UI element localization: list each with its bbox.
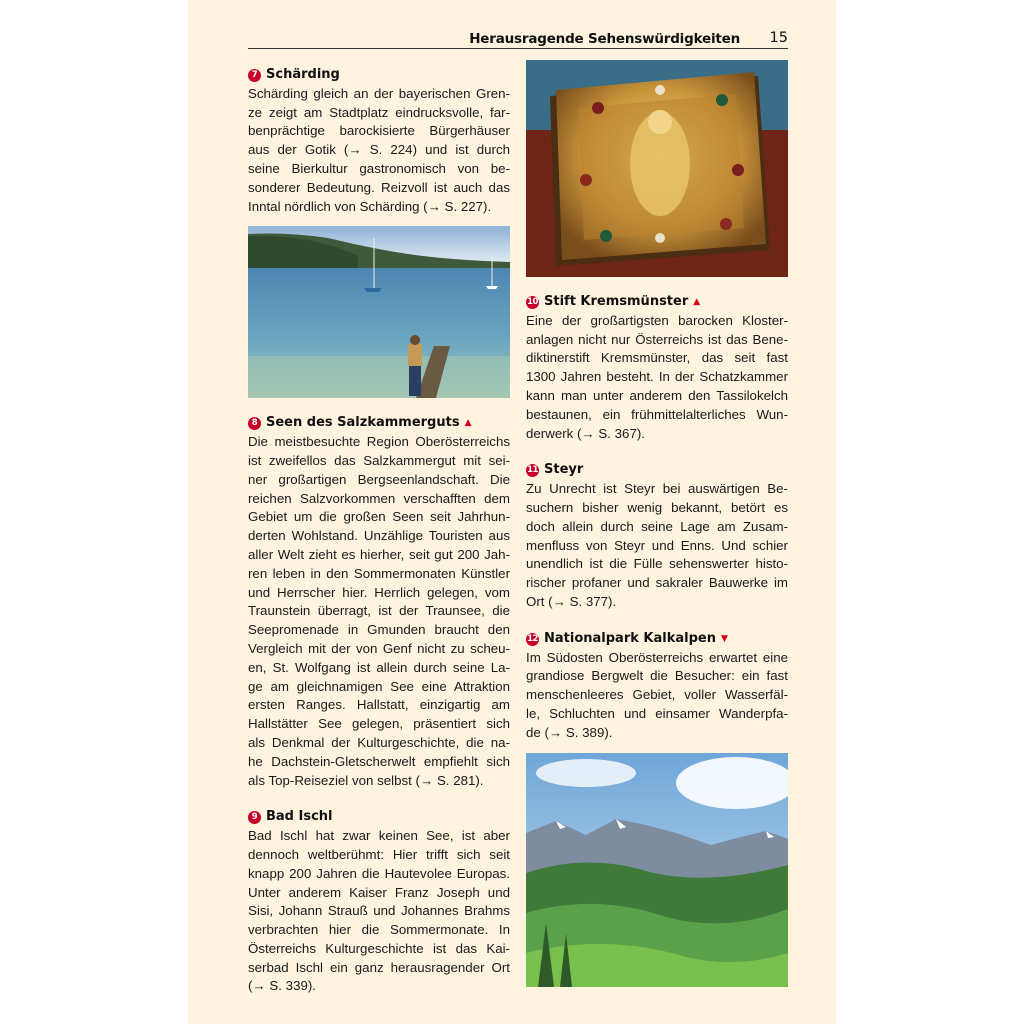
section-title: Schärding xyxy=(266,67,340,82)
section-title: Nationalpark Kalkalpen xyxy=(544,630,716,646)
text-line: seine Bierkultur gastronomisch von be- xyxy=(248,160,510,176)
text-line: Ort (→ S. 377). xyxy=(526,593,617,609)
section-title: Seen des Salzkammerguts xyxy=(266,415,460,431)
text-line: aus der Gotik (→ S. 224) und ist durch xyxy=(248,142,510,158)
section-body xyxy=(248,85,510,217)
section-heading xyxy=(248,66,510,85)
text-line: Sisi, Johann Strauß und Johannes Brahms xyxy=(248,903,510,919)
text-line: Bad Ischl hat zwar keinen See, ist aber xyxy=(248,828,510,844)
text-line: diktinerstift Kremsmünster, das seit fast xyxy=(526,350,788,366)
text-line: ner großartigen Bergseenlandschaft. Die xyxy=(248,471,510,487)
text-line: Traunstein überragt, ist der Traunsee, die xyxy=(248,603,510,619)
section-body xyxy=(526,312,788,444)
map-marker-icon: ▲ xyxy=(464,418,472,429)
text-line: doch allein durch seine Lage am Zusam- xyxy=(526,518,788,534)
section-body xyxy=(248,433,510,790)
text-line: benprächtige barockisierte Bürgerhäuser xyxy=(248,123,510,139)
text-line: aller Welt zieht es hierher, seit gut 200 Jah- xyxy=(248,546,510,562)
number-badge: 11 xyxy=(527,465,538,476)
text-line: menfluss von Steyr und Enns. Und schier xyxy=(526,537,788,553)
text-line: ersten Ranges. Hallstatt, einzigartig am xyxy=(248,697,510,713)
text-line: anlagen nicht nur Österreichs ist das Bene- xyxy=(526,331,788,347)
text-line: ge am gleichnamigen See eine Attraktion xyxy=(248,678,510,694)
section-body xyxy=(526,480,788,612)
number-badge: 7 xyxy=(248,69,261,82)
number-badge: 8 xyxy=(248,417,261,430)
text-line: bestaunen, ein frühmittelalterliches Wun- xyxy=(526,406,788,422)
text-line: derten Wohlstand. Unzählige Touristen aus xyxy=(248,528,510,544)
text-line: als Top-Reiseziel von selbst (→ S. 281). xyxy=(248,772,484,788)
number-badge: 9 xyxy=(248,811,261,824)
right-column xyxy=(526,60,788,987)
text-line: Hallstätter See gelegen, präsentiert sich xyxy=(248,716,510,732)
text-line: ze zeigt am Stadtplatz eindrucksvolle, far- xyxy=(248,104,510,120)
section-title: Steyr xyxy=(544,462,584,478)
section-kalkalpen xyxy=(526,630,788,743)
text-line: knapp 200 Jahren die Hautevolee Europas. xyxy=(248,865,510,881)
text-line: ren leben in den Sommermonaten Künstler xyxy=(248,565,510,581)
treasure-book-photo xyxy=(526,60,788,277)
section-bad-ischl xyxy=(248,808,510,996)
text-line: als Denkmal der Kulturgeschichte, die na- xyxy=(248,734,510,750)
map-marker-icon: ▲ xyxy=(693,297,701,307)
text-line: 1300 Jahren besteht. In der Schatzkammer xyxy=(526,369,788,385)
text-line: ist zweifellos das Salzkammergut mit sei- xyxy=(248,452,510,468)
text-line: kann man unter anderem den Tassilokelch xyxy=(526,387,788,403)
text-line: grandiose Bergwelt die Besucher: ein fast xyxy=(526,668,788,684)
text-line: suchern bisher wenig bekannt, betört es xyxy=(526,499,788,515)
text-line: unendlich ist die Fülle sehenswerter histo- xyxy=(526,556,788,572)
page-number: 15 xyxy=(769,30,788,46)
section-heading xyxy=(526,630,788,649)
text-line: Unter anderem Kaiser Franz Joseph und xyxy=(248,884,510,900)
text-line: Die meistbesuchte Region Oberösterreichs xyxy=(248,434,510,450)
text-line: Im Südosten Oberösterreichs erwartet eine xyxy=(526,649,788,665)
lake-photo xyxy=(248,226,510,398)
text-line: dennoch weltberühmt: Hier trifft sich seit xyxy=(248,846,510,862)
section-title: Bad Ischl xyxy=(266,809,333,825)
section-heading xyxy=(526,461,788,480)
text-line: Eine der großartigsten barocken Kloster- xyxy=(526,312,788,328)
text-line: de (→ S. 389). xyxy=(526,724,613,740)
number-badge: 12 xyxy=(527,633,538,644)
section-title: Stift Kremsmünster xyxy=(544,294,689,309)
section-schaerding xyxy=(248,66,510,216)
text-line: und Herrscher hier. Herrlich gelegen, vom xyxy=(248,584,510,600)
section-body xyxy=(526,649,788,743)
text-line: he Dachstein-Gletscherwelt empfiehlt sich xyxy=(248,753,510,769)
text-line: Seepromenade in Gmunden braucht den xyxy=(248,622,510,638)
text-line: Gebiet um die großen Seen seit Jahrhun- xyxy=(248,509,510,525)
left-column xyxy=(248,66,510,996)
text-line: serbad Ischl ein ganz herausragender Ort xyxy=(248,959,510,975)
text-line: rischer profaner und sakraler Bauwerke im xyxy=(526,575,788,591)
text-line: le, Schluchten und einsamer Wanderpfa- xyxy=(526,705,788,721)
text-line: menschenleeres Gebiet, voller Wasserfäl- xyxy=(526,687,788,703)
text-line: verbrachten hier die Sommermonate. In xyxy=(248,922,510,938)
section-heading xyxy=(526,293,788,312)
text-line: (→ S. 339). xyxy=(248,978,316,994)
mountain-photo xyxy=(526,753,788,987)
text-line: Schärding gleich an der bayerischen Gren- xyxy=(248,85,510,101)
section-steyr xyxy=(526,461,788,611)
header-title: Herausragende Sehenswürdigkeiten xyxy=(469,31,740,47)
section-heading xyxy=(248,808,510,827)
text-line: Zu Unrecht ist Steyr bei auswärtigen Be- xyxy=(526,481,788,497)
text-line: Inntal nördlich von Schärding (→ S. 227). xyxy=(248,198,492,214)
text-line: sonderer Bedeutung. Reizvoll ist auch das xyxy=(248,179,510,195)
map-marker-icon: ▼ xyxy=(720,633,728,644)
running-header xyxy=(248,30,788,49)
section-kremsmuenster xyxy=(526,293,788,443)
section-salzkammergut xyxy=(248,414,510,790)
section-heading xyxy=(248,414,510,433)
section-body xyxy=(248,827,510,996)
text-line: Österreichs Kulturgeschichte ist das Kai- xyxy=(248,940,510,956)
text-line: reichen Salzvorkommen verschafften dem xyxy=(248,490,510,506)
number-badge: 10 xyxy=(527,296,538,307)
text-line: Vergleich mit der von Genf nicht zu scheu- xyxy=(248,640,510,656)
text-line: derwerk (→ S. 367). xyxy=(526,425,645,441)
text-line: en, St. Wolfgang ist allein durch seine La- xyxy=(248,659,510,675)
